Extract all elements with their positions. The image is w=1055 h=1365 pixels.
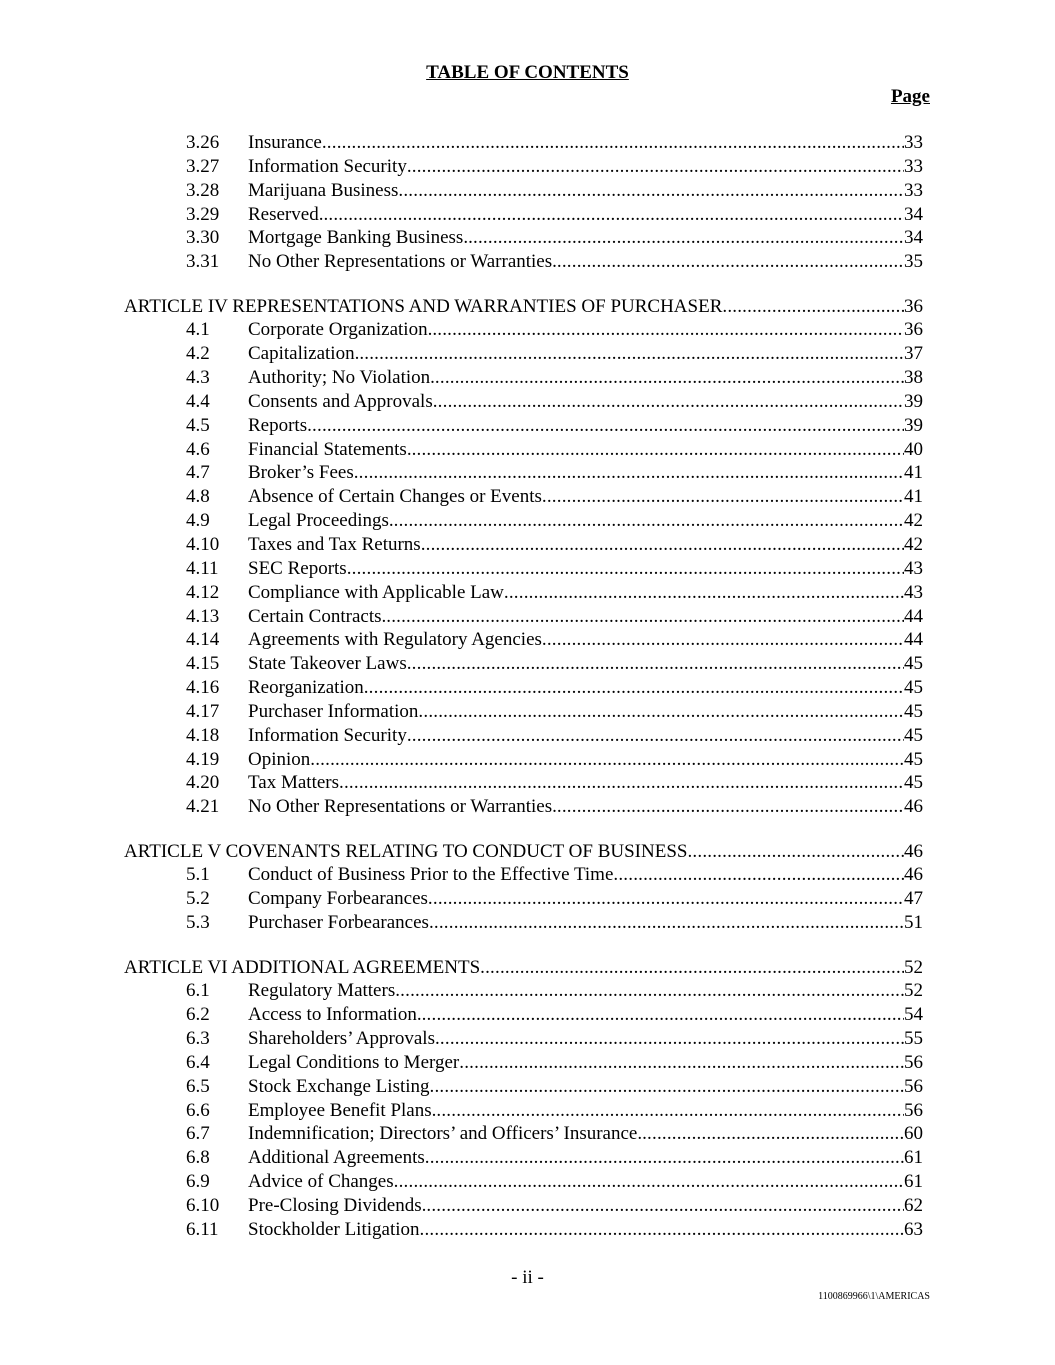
toc-section-entry [0, 1122, 1055, 1146]
page-number: 45 [904, 700, 923, 722]
toc-section-entry [0, 605, 1055, 629]
section-number: 4.6 [186, 438, 210, 460]
toc-entry-line [248, 533, 923, 557]
section-title: Taxes and Tax Returns [248, 534, 421, 555]
toc-section-entry [0, 748, 1055, 772]
toc-entry-line [248, 509, 923, 533]
dot-leader [364, 676, 904, 700]
section-number: 4.20 [186, 772, 220, 794]
section-number: 4.12 [186, 581, 220, 603]
page-number: 62 [904, 1194, 923, 1216]
dot-leader [422, 1003, 904, 1027]
section-title: Indemnification; Directors’ and Officers’ Insurance. [248, 1123, 643, 1145]
toc-entry-line [248, 1075, 923, 1099]
toc-section-entry [0, 1099, 1055, 1123]
page-number: 61 [904, 1171, 923, 1193]
toc-entry-line [248, 226, 923, 250]
toc-entry-line [248, 1194, 923, 1218]
dot-leader [542, 485, 904, 509]
toc-section-entry [0, 390, 1055, 414]
section-number: 5.1 [186, 864, 210, 886]
section-title: Opinion [248, 748, 311, 770]
toc-entry-line [248, 1146, 923, 1170]
toc-section-entry [0, 911, 1055, 935]
toc-entry-line [124, 956, 923, 980]
dot-leader [394, 1170, 904, 1194]
toc-section-entry [0, 203, 1055, 227]
toc-entry-line [248, 652, 923, 676]
toc-section-entry [0, 250, 1055, 274]
dot-leader [420, 1218, 904, 1242]
dot-leader [480, 956, 904, 980]
page-number: 42 [904, 534, 923, 555]
page-number: 45 [904, 653, 923, 675]
toc-article-entry [0, 295, 1055, 319]
toc-section-entry [0, 1075, 1055, 1099]
toc-entry-line [248, 748, 923, 772]
toc-section-entry [0, 771, 1055, 795]
section-number: 4.3 [186, 367, 210, 389]
page-number: 45 [904, 724, 923, 746]
section-title: Legal Proceedings. [248, 510, 394, 532]
footer-page-number: - ii - [511, 1267, 544, 1288]
toc-section-entry [0, 226, 1055, 250]
section-title: Shareholders’ Approvals [248, 1028, 435, 1050]
section-title: Corporate Organization. [248, 319, 433, 341]
page-number: 44 [904, 605, 923, 627]
section-number: 3.29 [186, 203, 220, 225]
page-number: 40 [904, 438, 923, 460]
toc-entry-line [248, 1218, 923, 1242]
section-number: 5.2 [186, 888, 210, 910]
toc-entry-line [248, 628, 923, 652]
section-title: SEC Reports [248, 557, 347, 579]
toc-entry-line [248, 179, 923, 203]
section-title: Pre-Closing Dividends. [248, 1194, 427, 1216]
toc-entry-line [248, 771, 923, 795]
toc-entry-line [248, 1051, 923, 1075]
section-number: 4.4 [186, 390, 210, 412]
toc-section-entry [0, 485, 1055, 509]
section-number: 4.16 [186, 677, 220, 699]
section-number: 4.18 [186, 724, 220, 746]
page-number: 55 [904, 1028, 923, 1050]
toc-entry-line [248, 911, 923, 935]
dot-leader [407, 652, 904, 676]
dot-leader [421, 533, 904, 557]
dot-leader [322, 131, 904, 155]
page-number: 43 [904, 581, 923, 603]
section-number: 3.30 [186, 227, 220, 249]
dot-leader [542, 628, 904, 652]
section-number: 6.9 [186, 1171, 210, 1193]
document-id: 1100869966\1\AMERICAS [818, 1291, 930, 1302]
toc-section-entry [0, 700, 1055, 724]
dot-leader [407, 724, 904, 748]
dot-leader [433, 390, 904, 414]
toc-section-entry [0, 179, 1055, 203]
toc-entry-line [248, 676, 923, 700]
section-title: Reports [248, 414, 308, 436]
section-number: 4.9 [186, 510, 210, 532]
section-title: Access to Information. [248, 1004, 422, 1026]
page-number: 36 [904, 319, 923, 341]
toc-entry-line [248, 1122, 923, 1146]
section-title: Certain Contracts. [248, 605, 387, 627]
toc-entry-line [248, 461, 923, 485]
dot-leader [354, 461, 904, 485]
section-title: Tax Matters [248, 772, 340, 794]
page-number: 45 [904, 677, 923, 699]
section-number: 6.6 [186, 1099, 210, 1121]
dot-leader [425, 1146, 904, 1170]
page-number: 47 [904, 888, 923, 910]
dot-leader [642, 1122, 904, 1146]
section-number: 4.8 [186, 486, 210, 508]
section-title: Financial Statements. [248, 438, 412, 460]
toc-section-entry [0, 676, 1055, 700]
section-number: 6.11 [186, 1218, 219, 1240]
dot-leader [436, 1099, 904, 1123]
section-number: 6.4 [186, 1051, 210, 1073]
page-number: 41 [904, 462, 923, 484]
dot-leader [407, 155, 904, 179]
page-number: 42 [904, 510, 923, 532]
section-title: Authority; No Violation. [248, 367, 435, 389]
toc-entry-line [248, 979, 923, 1003]
section-title: Reserved. [248, 203, 324, 225]
page-number: 43 [904, 557, 923, 579]
dot-leader [613, 863, 904, 887]
section-title: Capitalization. [248, 343, 360, 365]
section-title: Information Security [248, 724, 407, 746]
toc-section-entry [0, 155, 1055, 179]
section-number: 4.11 [186, 557, 219, 579]
dot-leader [722, 295, 904, 319]
article-title: ARTICLE VI ADDITIONAL AGREEMENTS [124, 956, 481, 978]
dot-leader [395, 979, 904, 1003]
section-number: 4.19 [186, 748, 220, 770]
section-number: 3.28 [186, 179, 220, 201]
page-number: 36 [904, 295, 923, 317]
page-number: 33 [904, 179, 923, 201]
section-number: 4.13 [186, 605, 220, 627]
dot-leader [687, 840, 904, 864]
section-number: 6.10 [186, 1194, 220, 1216]
page-number: 38 [904, 367, 923, 389]
dot-leader [418, 700, 904, 724]
toc-entry-line [248, 155, 923, 179]
page-number: 46 [904, 840, 923, 862]
section-title: Marijuana Business [248, 179, 399, 201]
page-number: 56 [904, 1075, 923, 1097]
page-number: 61 [904, 1147, 923, 1169]
section-number: 4.14 [186, 629, 220, 651]
section-title: Agreements with Regulatory Agencies [248, 629, 542, 651]
toc-entry-line [248, 1099, 923, 1123]
toc-section-entry [0, 414, 1055, 438]
section-title: Regulatory Matters [248, 980, 396, 1002]
page-number: 45 [904, 772, 923, 794]
article-title: ARTICLE IV REPRESENTATIONS AND WARRANTIES OF PURCHASER [124, 295, 723, 317]
page-number: 46 [904, 796, 923, 818]
toc-entry-line [248, 438, 923, 462]
toc-entry-line [248, 581, 923, 605]
toc-entry-line [248, 887, 923, 911]
toc-entry-line [248, 605, 923, 629]
toc-section-entry [0, 366, 1055, 390]
toc-entry-line [124, 295, 923, 319]
toc-section-entry [0, 438, 1055, 462]
section-title: Stock Exchange Listing [248, 1075, 430, 1097]
section-number: 3.26 [186, 132, 220, 153]
section-number: 6.2 [186, 1004, 210, 1026]
dot-leader [398, 179, 904, 203]
toc-title: TABLE OF CONTENTS [426, 62, 629, 83]
section-number: 3.31 [186, 251, 220, 273]
section-title: Purchaser Information [248, 700, 419, 722]
toc-section-entry [0, 724, 1055, 748]
toc-entry-line [248, 342, 923, 366]
toc-entry-line [248, 318, 923, 342]
dot-leader [426, 1194, 904, 1218]
page-number: 39 [904, 414, 923, 436]
page-number: 39 [904, 390, 923, 412]
toc-section-entry [0, 461, 1055, 485]
section-title: Information Security [248, 155, 407, 177]
toc-section-entry [0, 795, 1055, 819]
toc-entry-line [248, 557, 923, 581]
toc-section-entry [0, 1051, 1055, 1075]
page-number: 54 [904, 1004, 923, 1026]
section-title: No Other Representations or Warranties. [248, 796, 557, 818]
toc-section-entry [0, 887, 1055, 911]
toc-section-entry [0, 1027, 1055, 1051]
dot-leader [323, 203, 904, 227]
page-number: 34 [904, 203, 923, 225]
section-title: Conduct of Business Prior to the Effective Time [248, 864, 614, 886]
toc-section-entry [0, 318, 1055, 342]
toc-section-entry [0, 863, 1055, 887]
dot-leader [310, 748, 904, 772]
toc-section-entry [0, 1003, 1055, 1027]
section-title: Absence of Certain Changes or Events [248, 486, 542, 508]
toc-section-entry [0, 628, 1055, 652]
section-number: 6.5 [186, 1075, 210, 1097]
dot-leader [347, 557, 904, 581]
section-number: 6.3 [186, 1028, 210, 1050]
dot-leader [412, 438, 904, 462]
dot-leader [557, 250, 904, 274]
section-title: No Other Representations or Warranties. [248, 251, 557, 273]
section-title: Purchaser Forbearances [248, 912, 429, 934]
section-title: State Takeover Laws [248, 653, 407, 675]
dot-leader [430, 1075, 904, 1099]
section-number: 4.1 [186, 319, 210, 341]
section-number: 6.8 [186, 1147, 210, 1169]
section-title: Broker’s Fees [248, 462, 354, 484]
article-title: ARTICLE V COVENANTS RELATING TO CONDUCT OF BUSINESS [124, 840, 688, 862]
toc-entry-line [248, 390, 923, 414]
section-title: Consents and Approvals [248, 390, 433, 412]
dot-leader [386, 605, 904, 629]
page-number: 52 [904, 980, 923, 1002]
section-title: Company Forbearances [248, 888, 428, 910]
toc-section-entry [0, 509, 1055, 533]
toc-entry-line [248, 485, 923, 509]
page-number: 46 [904, 864, 923, 886]
dot-leader [429, 911, 904, 935]
page-number: 41 [904, 486, 923, 508]
toc-section-entry [0, 1170, 1055, 1194]
page-number: 60 [904, 1123, 923, 1145]
section-number: 4.17 [186, 700, 220, 722]
dot-leader [428, 887, 904, 911]
toc-entry-line [248, 863, 923, 887]
toc-article-entry [0, 956, 1055, 980]
section-number: 4.2 [186, 343, 210, 365]
section-number: 3.27 [186, 155, 220, 177]
toc-list [0, 131, 1055, 1242]
toc-entry-line [248, 203, 923, 227]
toc-section-entry [0, 979, 1055, 1003]
toc-section-entry [0, 131, 1055, 155]
toc-section-entry [0, 342, 1055, 366]
toc-article-entry [0, 840, 1055, 864]
section-number: 4.15 [186, 653, 220, 675]
section-number: 6.1 [186, 980, 210, 1002]
page-number: 34 [904, 227, 923, 249]
dot-leader [468, 226, 904, 250]
dot-leader [359, 342, 904, 366]
page-number: 33 [904, 155, 923, 177]
section-number: 4.5 [186, 414, 210, 436]
toc-section-entry [0, 581, 1055, 605]
toc-entry-line [248, 1027, 923, 1051]
dot-leader [307, 414, 904, 438]
page-number: 45 [904, 748, 923, 770]
toc-entry-line [248, 366, 923, 390]
toc-entry-line [248, 1170, 923, 1194]
page-number: 51 [904, 912, 923, 934]
toc-section-entry [0, 533, 1055, 557]
dot-leader [459, 1051, 904, 1075]
section-number: 4.10 [186, 534, 220, 555]
toc-entry-line [248, 131, 923, 155]
section-number: 4.21 [186, 796, 220, 818]
page-number: 56 [904, 1051, 923, 1073]
dot-leader [557, 795, 904, 819]
section-title: Advice of Changes [248, 1171, 394, 1193]
page-number: 44 [904, 629, 923, 651]
toc-entry-line [248, 414, 923, 438]
toc-entry-line [248, 1003, 923, 1027]
section-number: 4.7 [186, 462, 210, 484]
page-number: 35 [904, 251, 923, 273]
page-number: 52 [904, 956, 923, 978]
section-title: Compliance with Applicable Law [248, 581, 504, 603]
toc-entry-line [248, 795, 923, 819]
page-column-header: Page [890, 86, 930, 107]
toc-section-entry [0, 1194, 1055, 1218]
dot-leader [504, 581, 904, 605]
page-number: 63 [904, 1218, 923, 1240]
toc-section-entry [0, 557, 1055, 581]
dot-leader [394, 509, 904, 533]
toc-section-entry [0, 1218, 1055, 1242]
page-number: 33 [904, 132, 923, 153]
page-number: 37 [904, 343, 923, 365]
toc-entry-line [248, 724, 923, 748]
page-number: 56 [904, 1099, 923, 1121]
section-title: Additional Agreements [248, 1147, 425, 1169]
dot-leader [435, 1027, 904, 1051]
section-title: Insurance [248, 132, 322, 153]
toc-entry-line [248, 250, 923, 274]
section-title: Reorganization [248, 677, 364, 699]
section-number: 6.7 [186, 1123, 210, 1145]
section-title: Stockholder Litigation [248, 1218, 420, 1240]
dot-leader [432, 318, 904, 342]
toc-entry-line [124, 840, 923, 864]
section-title: Mortgage Banking Business. [248, 227, 469, 249]
section-title: Employee Benefit Plans. [248, 1099, 437, 1121]
toc-section-entry [0, 652, 1055, 676]
section-number: 5.3 [186, 912, 210, 934]
section-title: Legal Conditions to Merger [248, 1051, 460, 1073]
toc-section-entry [0, 1146, 1055, 1170]
toc-entry-line [248, 700, 923, 724]
dot-leader [435, 366, 904, 390]
dot-leader [339, 771, 904, 795]
